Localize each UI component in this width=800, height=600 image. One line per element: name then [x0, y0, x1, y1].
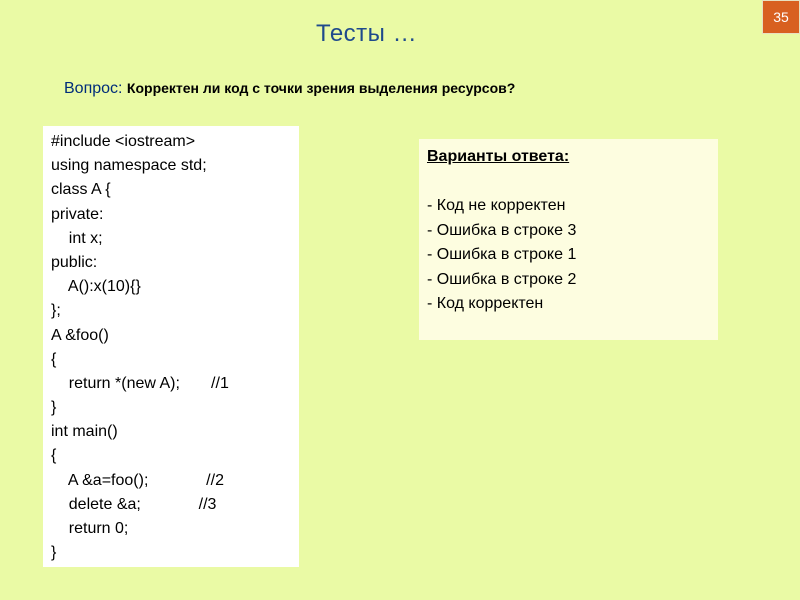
- code-block: [43, 126, 299, 567]
- code-line: private:: [51, 205, 104, 223]
- question: [64, 80, 515, 98]
- answer-option[interactable]: - Ошибка в строке 2: [427, 270, 577, 288]
- code-line: int main(): [51, 423, 118, 441]
- code-line: return *(new A); //1: [51, 374, 229, 392]
- code-line: public:: [51, 253, 98, 271]
- code-line: A &a=foo(); //2: [51, 471, 224, 489]
- slide-number-badge: 35: [762, 0, 800, 34]
- code-line: };: [51, 302, 61, 320]
- code-line: A &foo(): [51, 326, 109, 344]
- answer-option[interactable]: - Ошибка в строке 3: [427, 221, 577, 239]
- code-line: delete &a; //3: [51, 495, 217, 513]
- code-line: int x;: [51, 229, 103, 247]
- code-line: class A {: [51, 181, 111, 199]
- answer-options-heading: Варианты ответа:: [427, 148, 570, 165]
- code-line: #include <iostream>: [51, 133, 196, 150]
- code-line: }: [51, 399, 57, 417]
- answer-option[interactable]: - Код корректен: [427, 295, 544, 312]
- answer-option[interactable]: - Код не корректен: [427, 197, 566, 214]
- code-line: {: [51, 447, 57, 465]
- code-line: A():x(10){}: [51, 278, 141, 296]
- code-line: return 0;: [51, 520, 129, 537]
- page-title: Тесты …: [316, 20, 418, 47]
- answer-options-box: [419, 139, 718, 340]
- question-text: Корректен ли код с точки зрения выделения ресурсов?: [126, 80, 516, 96]
- code-line: {: [51, 350, 57, 368]
- code-line: using namespace std;: [51, 157, 207, 175]
- spacer: [427, 170, 718, 195]
- code-line: }: [51, 544, 57, 562]
- question-label: Вопрос:: [64, 80, 127, 97]
- answer-option[interactable]: - Ошибка в строке 1: [427, 246, 577, 263]
